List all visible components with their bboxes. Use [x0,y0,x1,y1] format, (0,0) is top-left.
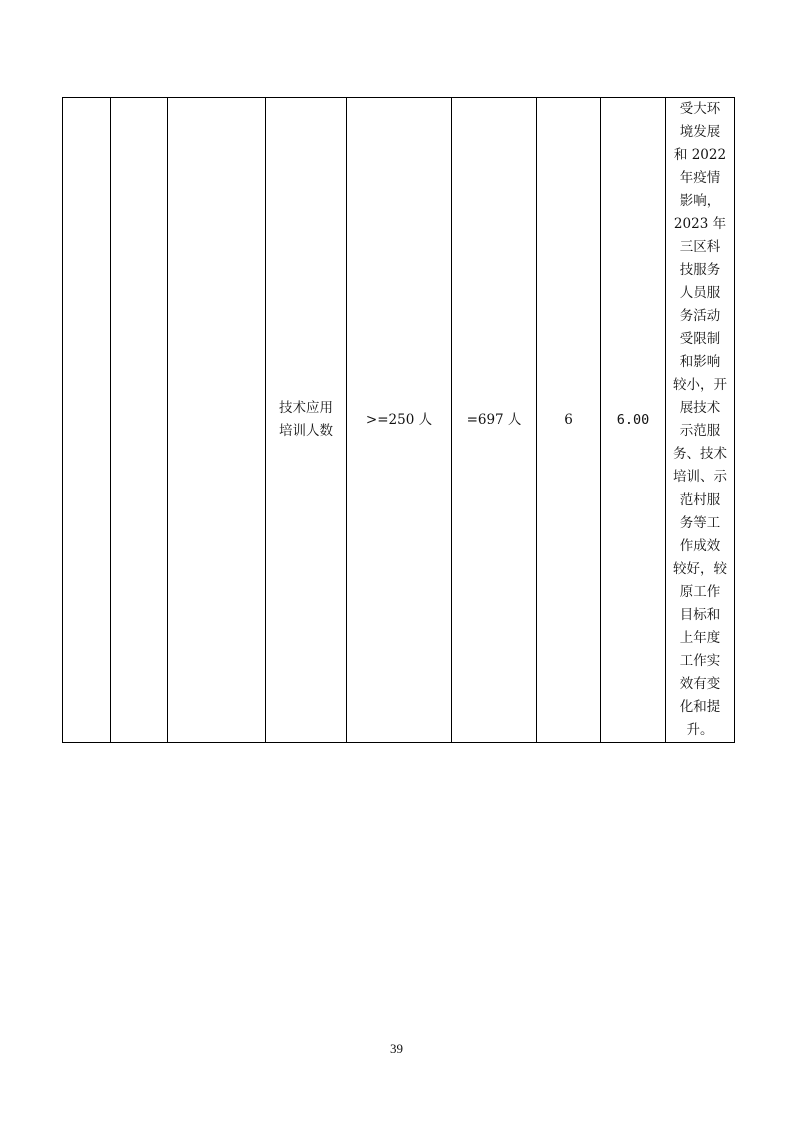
note-line: 受限制 [679,331,721,347]
performance-table [62,97,735,743]
page-number: 39 [390,1041,403,1056]
note-line: 效有变 [679,676,721,692]
note-line: 展技术 [679,400,721,416]
cell-actual: =697 人 [452,98,537,743]
note-line: 2023 年 [673,216,727,232]
indicator-line-1: 技术应用 [279,400,333,416]
note-line: 上年度 [679,630,721,646]
indicator-line-2: 培训人数 [279,423,333,439]
note-line: 受大环 [679,101,721,117]
cell-level3 [168,98,266,743]
note-line: 作成效 [679,538,721,554]
note-text [666,98,734,742]
cell-indicator [266,98,347,743]
note-line: 和 2022 [673,147,727,163]
note-line: 较好，较 [673,561,727,577]
note-line: 培训、示 [673,469,727,485]
note-line: 升。 [686,722,714,738]
cell-level2 [111,98,168,743]
cell-target: >=250 人 [347,98,452,743]
note-line: 年疫情 [679,170,721,186]
cell-note [666,98,735,743]
note-line: 和影响 [679,354,721,370]
note-line: 范村服 [679,492,721,508]
cell-weight: 6 [537,98,601,743]
note-line: 境发展 [679,124,721,140]
note-line: 务等工 [679,515,721,531]
table-row [63,98,735,743]
note-line: 务活动 [679,308,721,324]
note-line: 化和提 [679,699,721,715]
note-line: 影响， [679,193,721,209]
note-line: 较小，开 [673,377,727,393]
note-line: 人员服 [679,285,721,301]
cell-score: 6.00 [601,98,666,743]
note-line: 示范服 [679,423,721,439]
note-line: 原工作 [679,584,721,600]
note-line: 务、技术 [673,446,727,462]
note-line: 技服务 [679,262,721,278]
note-line: 工作实 [679,653,721,669]
cell-level1 [63,98,111,743]
note-line: 目标和 [679,607,721,623]
note-line: 三区科 [679,239,721,255]
